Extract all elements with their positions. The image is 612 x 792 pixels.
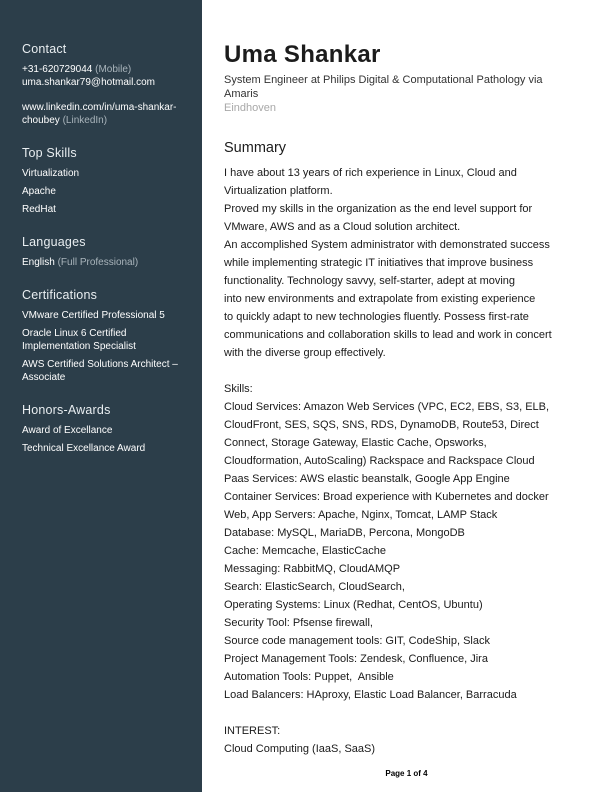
headline: [224, 73, 584, 101]
summary-line: INTEREST:: [224, 725, 281, 737]
summary-line: Cloud Computing (IaaS, SaaS): [224, 743, 376, 755]
summary-line: [224, 704, 584, 722]
summary-line: Load Balancers: HAproxy, Elastic Load Balancer, Barracuda: [224, 689, 517, 701]
summary-line: Cache: Memcache, ElasticCache: [224, 545, 387, 557]
honors-section: [22, 403, 192, 455]
linkedin-note: (LinkedIn): [62, 115, 108, 126]
skill-item: RedHat: [22, 204, 56, 215]
summary-line: CloudFront, SES, SQS, SNS, RDS, DynamoDB, Route53, Direct: [224, 419, 539, 431]
summary-line: with the diverse group effectively.: [224, 347, 386, 359]
summary-line: [224, 362, 584, 380]
summary-line: Security Tool: Pfsense firewall,: [224, 617, 373, 629]
languages-heading: Languages: [22, 235, 86, 249]
summary-line: I have about 13 years of rich experience in Linux, Cloud and: [224, 167, 517, 179]
phone: [22, 63, 192, 76]
certifications-heading: Certifications: [22, 288, 98, 302]
summary-line: Skills:: [224, 383, 253, 395]
summary-line: functionality. Technology savvy, self-starter, adept at moving: [224, 275, 516, 287]
headline-line: System Engineer at Philips Digital & Computational Pathology via: [224, 74, 543, 86]
summary-title: Summary: [224, 140, 287, 156]
phone-note: (Mobile): [95, 64, 132, 75]
summary-line: Connect, Storage Gateway, Elastic Cache, Opsworks,: [224, 437, 487, 449]
summary-line: communications and collaboration skills to lead and work in concert: [224, 329, 552, 341]
honor-item: Technical Excellance Award: [22, 443, 146, 454]
certifications-section: [22, 288, 192, 384]
summary-line: Web, App Servers: Apache, Nginx, Tomcat, LAMP Stack: [224, 509, 498, 521]
certification-line: Implementation Specialist: [22, 341, 136, 352]
language-item: [22, 256, 192, 269]
summary-line: Cloud Services: Amazon Web Services (VPC, EC2, EBS, S3, ELB,: [224, 401, 550, 413]
headline-line: Amaris: [224, 88, 259, 100]
honors-heading: Honors-Awards: [22, 403, 111, 417]
contact-section: [22, 42, 192, 127]
honor-item: Award of Excellance: [22, 425, 113, 436]
page-number: Page 1 of 4: [385, 769, 428, 778]
summary-line: into new environments and extrapolate from existing experience: [224, 293, 536, 305]
certification-item: [22, 358, 192, 384]
contact-heading: Contact: [22, 42, 67, 56]
sidebar: [0, 0, 202, 792]
skill-item: Apache: [22, 186, 56, 197]
skill-item: Virtualization: [22, 168, 80, 179]
linkedin-link[interactable]: www.linkedin.com/in/uma-shankar-: [22, 102, 177, 113]
linkedin-link-cont[interactable]: [22, 114, 192, 127]
summary-line: VMware, AWS and as a Cloud solution architect.: [224, 221, 461, 233]
summary-body: [224, 164, 584, 758]
summary-line: to quickly adapt to new technologies fluently. Possess first-rate: [224, 311, 529, 323]
certification-line: Associate: [22, 372, 66, 383]
main-content: [224, 40, 584, 758]
languages-section: [22, 235, 192, 269]
phone-number: +31-620729044: [22, 64, 93, 75]
summary-line: Cloudformation, AutoScaling) Rackspace and Rackspace Cloud: [224, 455, 535, 467]
language-name: English: [22, 257, 55, 268]
top-skills-heading: Top Skills: [22, 146, 77, 160]
top-skills-section: [22, 146, 192, 216]
certification-line: VMware Certified Professional 5: [22, 310, 165, 321]
summary-line: Project Management Tools: Zendesk, Confluence, Jira: [224, 653, 488, 665]
summary-line: An accomplished System administrator with demonstrated success: [224, 239, 550, 251]
summary-line: Paas Services: AWS elastic beanstalk, Google App Engine: [224, 473, 510, 485]
summary-line: Proved my skills in the organization as the end level support for: [224, 203, 533, 215]
summary-line: Source code management tools: GIT, CodeShip, Slack: [224, 635, 490, 647]
person-name: Uma Shankar: [224, 41, 381, 68]
summary-line: Search: ElasticSearch, CloudSearch,: [224, 581, 405, 593]
email-link[interactable]: uma.shankar79@hotmail.com: [22, 77, 155, 88]
certification-item: [22, 309, 192, 322]
linkedin-link-tail[interactable]: choubey: [22, 115, 60, 126]
summary-line: Messaging: RabbitMQ, CloudAMQP: [224, 563, 401, 575]
certification-item: [22, 327, 192, 353]
certification-line: Oracle Linux 6 Certified: [22, 328, 127, 339]
summary-line: Database: MySQL, MariaDB, Percona, MongoDB: [224, 527, 465, 539]
summary-line: Virtualization platform.: [224, 185, 333, 197]
summary-line: Automation Tools: Puppet, Ansible: [224, 671, 394, 683]
location: Eindhoven: [224, 102, 276, 114]
summary-line: Operating Systems: Linux (Redhat, CentOS, Ubuntu): [224, 599, 483, 611]
summary-line: Container Services: Broad experience with Kubernetes and docker: [224, 491, 549, 503]
certification-line: AWS Certified Solutions Architect –: [22, 359, 178, 370]
language-level: (Full Professional): [57, 257, 139, 268]
summary-line: while implementing strategic IT initiatives that improve business: [224, 257, 534, 269]
